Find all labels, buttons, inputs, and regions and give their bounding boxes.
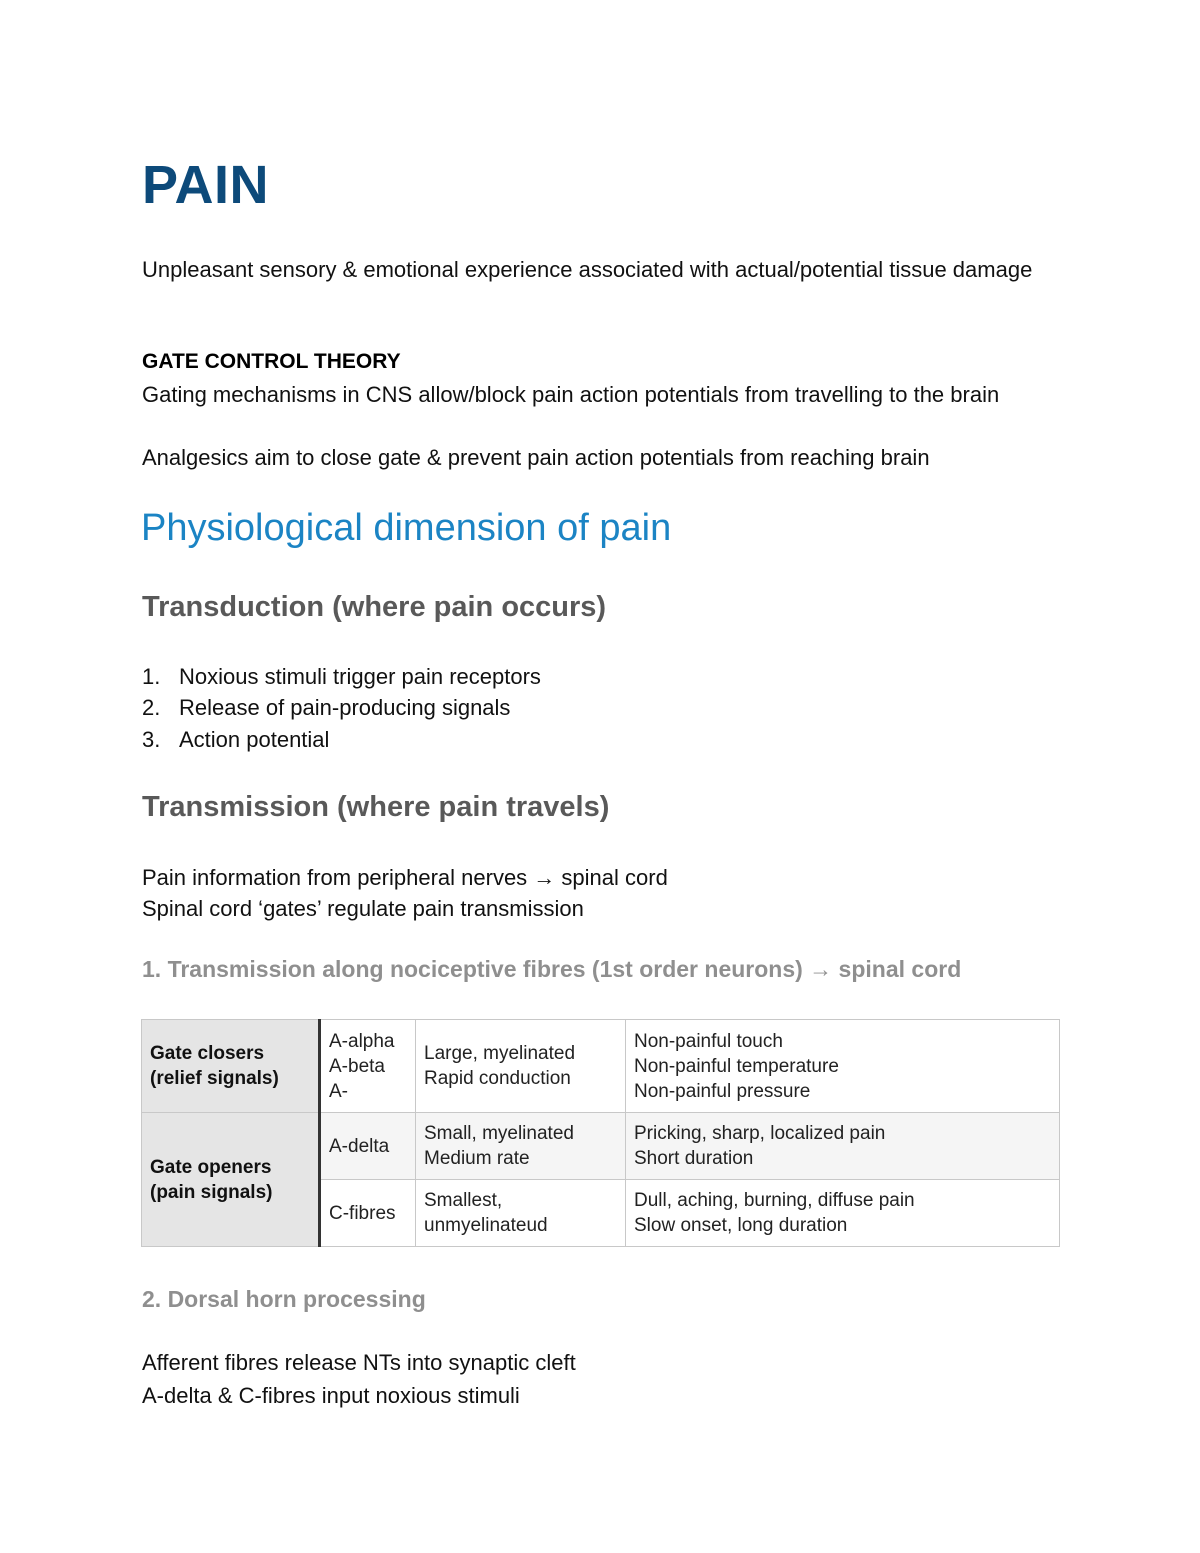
gate-control-line-2: Analgesics aim to close gate & prevent pain action potentials from reaching brain [142,445,930,470]
dorsal-line-2: A-delta & C-fibres input noxious stimuli [142,1383,520,1408]
c-fibre-cell: C-fibres [320,1180,416,1247]
list-item: 2. Release of pain-producing signals [142,695,511,720]
transduction-heading: Transduction (where pain occurs) [142,591,607,623]
c-properties-cell: Smallest, unmyelinateud [416,1180,626,1247]
subsection-1-heading: 1. Transmission along nociceptive fibres (1st order neurons) → spinal cord [142,956,962,982]
adelta-fibre-cell: A-delta [320,1113,416,1180]
section-heading: Physiological dimension of pain [141,507,672,549]
transmission-line-2: Spinal cord ‘gates’ regulate pain transmission [142,896,584,921]
transmission-heading: Transmission (where pain travels) [142,791,610,823]
c-function-cell: Dull, aching, burning, diffuse pain Slow onset, long duration [626,1180,1060,1247]
transmission-line-1: Pain information from peripheral nerves → spinal cord [142,865,668,890]
closers-properties-cell: Large, myelinated Rapid conduction [416,1020,626,1113]
nociceptive-fibres-table [141,1019,1060,1247]
subsection-2-heading: 2. Dorsal horn processing [142,1286,426,1312]
adelta-function-cell: Pricking, sharp, localized pain Short duration [626,1113,1060,1180]
list-item: 1. Noxious stimuli trigger pain receptors [142,664,541,689]
adelta-properties-cell: Small, myelinated Medium rate [416,1113,626,1180]
closers-function-cell: Non-painful touch Non-painful temperature Non-painful pressure [626,1020,1060,1113]
page-title: PAIN [142,155,270,215]
closers-fibres-cell: A-alpha A-beta A- [320,1020,416,1113]
list-item: 3. Action potential [142,727,330,752]
gate-control-line-1: Gating mechanisms in CNS allow/block pain action potentials from travelling to the brain [142,382,1000,407]
gate-openers-cell: Gate openers (pain signals) [142,1113,320,1247]
definition-text: Unpleasant sensory & emotional experience associated with actual/potential tissue damage [142,257,1033,282]
gate-closers-cell: Gate closers (relief signals) [142,1020,320,1113]
gate-control-heading: GATE CONTROL THEORY [142,350,401,373]
table-row [142,1113,1060,1180]
transduction-list [142,661,541,755]
dorsal-line-1: Afferent fibres release NTs into synaptic cleft [142,1350,576,1375]
table-row [142,1020,1060,1113]
